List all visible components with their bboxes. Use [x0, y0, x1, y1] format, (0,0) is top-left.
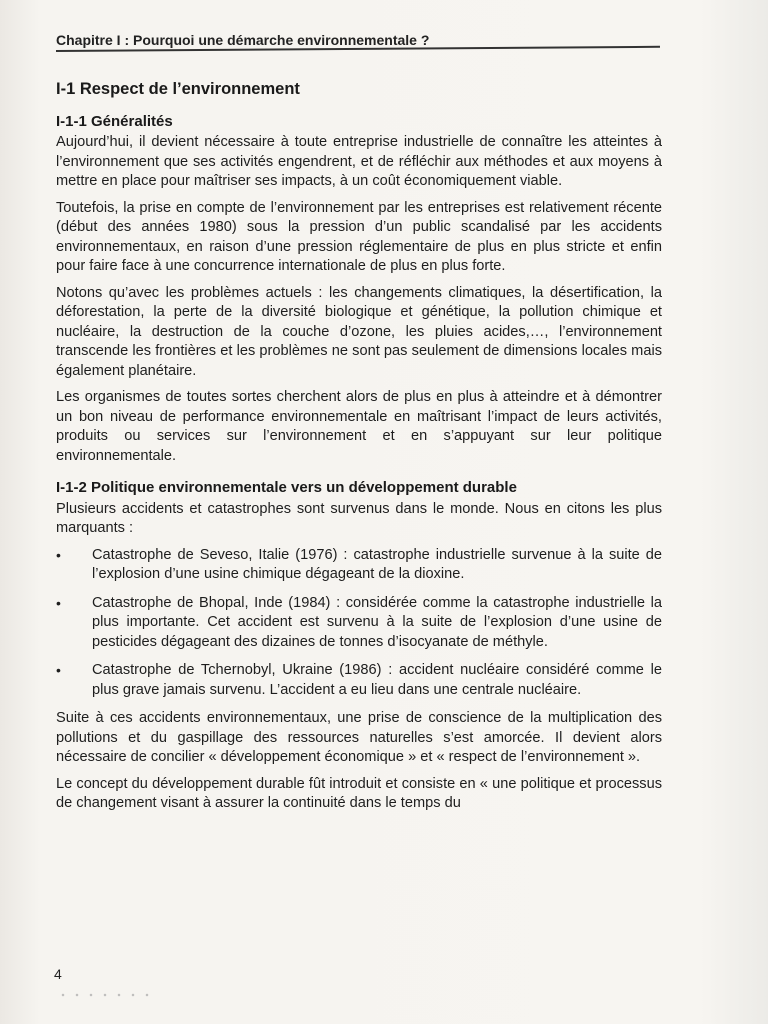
- paragraph: Suite à ces accidents environnementaux, une prise de conscience de la multiplication des pollutions et du gaspillage des ressources naturelles s’est amorcée. Il devient alors nécessaire de concilier « développement économique » et « respect de l’environnement ».: [56, 710, 662, 765]
- section-title: I-1 Respect de l’environnement: [56, 80, 300, 98]
- paragraph: Notons qu’avec les problèmes actuels : les changements climatiques, la désertification, la déforestation, la perte de la diversité biologique et génétique, la pollution chimique et nucléaire, la destruction de la couche d’ozone, les pluies acides,…, l’environnement transcende les frontières et les problèmes ne sont pas seulement de dimensions locales mais également planétaire.: [56, 284, 662, 379]
- bullet-icon: •: [56, 594, 61, 611]
- chapter-header: Chapitre I : Pourquoi une démarche environnementale ?: [56, 32, 430, 48]
- subsection-title-politique: I-1-2 Politique environnementale vers un développement durable: [56, 479, 517, 496]
- paragraph: Les organismes de toutes sortes cherchent alors de plus en plus à atteindre et à démontrer un bon niveau de performance environnementale en maîtrisant l’impact de leurs activités, produits ou services sur l’environnement et en s’appuyant sur leur politique environnementale.: [56, 389, 662, 464]
- list-item: [56, 661, 662, 700]
- bullet-icon: •: [56, 662, 61, 678]
- list-item-text: Catastrophe de Tchernobyl, Ukraine (1986) : accident nucléaire considéré comme le plus grave jamais survenu. L’accident a eu lieu dans une centrale nucléaire.: [92, 662, 662, 698]
- list-item-text: Catastrophe de Seveso, Italie (1976) : catastrophe industrielle survenue à la suite de l’explosion d’une usine chimique dégageant de la dioxine.: [92, 546, 662, 582]
- page-content: [56, 80, 662, 821]
- scan-artifact: [56, 992, 156, 998]
- list-item: [56, 546, 662, 585]
- paragraph: Aujourd’hui, il devient nécessaire à toute entreprise industrielle de connaître les atteintes à l’environnement que ses activités engendrent, et de réfléchir aux méthodes et aux moyens à mettre en place pour maîtriser ses impacts, à un coût économiquement viable.: [56, 134, 662, 189]
- page-number: 4: [54, 966, 62, 982]
- paragraph: Toutefois, la prise en compte de l’environnement par les entreprises est relativement récente (début des années 1980) sous la pression d’un public scandalisé par les accidents environnementaux, en raison d’une pression réglementaire de plus en plus stricte et enfin pour faire face à une concurrence internationale de plus en plus forte.: [56, 199, 662, 274]
- list-item: [56, 594, 662, 653]
- paragraph: Le concept du développement durable fût introduit et consiste en « une politique et processus de changement visant à assurer la continuité dans le temps du: [56, 775, 662, 811]
- bullet-icon: •: [56, 546, 61, 563]
- subsection-title-generalites: I-1-1 Généralités: [56, 112, 173, 130]
- list-item-text: Catastrophe de Bhopal, Inde (1984) : considérée comme la catastrophe industrielle la plus importante. Cet accident est survenu à la suite de l’explosion d’une usine de pesticides dégageant des dizaines de tonnes d’isocyanate de méthyle.: [92, 594, 662, 650]
- paragraph-intro: Plusieurs accidents et catastrophes sont survenus dans le monde. Nous en citons les plus marquants :: [56, 500, 662, 536]
